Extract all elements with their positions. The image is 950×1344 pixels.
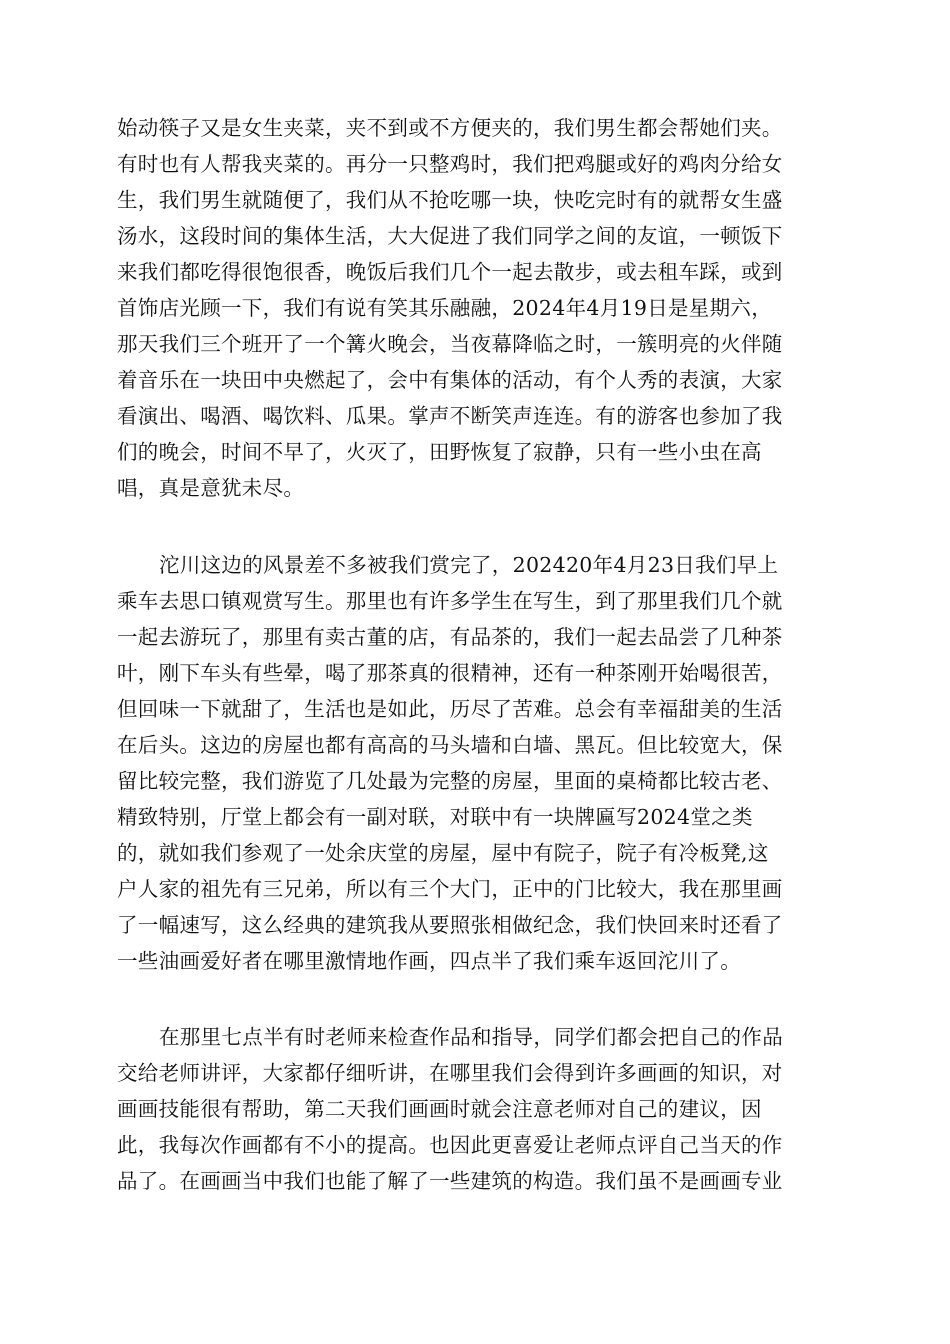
paragraph-2-line-2: 乘车去思口镇观赏写生。那里也有许多学生在写生，到了那里我们几个就 (117, 589, 783, 613)
paragraph-2-line-4: 叶，刚下车头有些晕，喝了那茶真的很精神，还有一种茶刚开始喝很苦， (117, 661, 783, 685)
paragraph-1-line-1: 始动筷子又是女生夹菜，夹不到或不方便夹的，我们男生都会帮她们夹。 (117, 116, 783, 140)
paragraph-2-line-3: 一起去游玩了，那里有卖古董的店，有品茶的，我们一起去品尝了几种茶 (117, 625, 783, 649)
paragraph-3-line-2: 交给老师讲评，大家都仔细听讲，在哪里我们会得到许多画画的知识，对 (117, 1061, 783, 1085)
paragraph-1-line-6: 首饰店光顾一下，我们有说有笑其乐融融，2024年4月19日是星期六， (117, 296, 772, 320)
paragraph-1-line-4: 汤水，这段时间的集体生活，大大促进了我们同学之间的友谊，一顿饭下 (117, 224, 783, 248)
paragraph-1-line-9: 看演出、喝酒、喝饮料、瓜果。掌声不断笑声连连。有的游客也参加了我 (117, 404, 783, 428)
paragraph-2-line-11: 了一幅速写，这么经典的建筑我从要照张相做纪念，我们快回来时还看了 (117, 913, 783, 937)
paragraph-2-line-7: 留比较完整，我们游览了几处最为完整的房屋，里面的桌椅都比较古老、 (117, 769, 783, 793)
paragraph-3-line-5: 品了。在画画当中我们也能了解了一些建筑的构造。我们虽不是画画专业 (117, 1169, 783, 1193)
paragraph-1-line-5: 来我们都吃得很饱很香，晚饭后我们几个一起去散步，或去租车踩，或到 (117, 260, 783, 284)
paragraph-3-line-4: 此，我每次作画都有不小的提高。也因此更喜爱让老师点评自己当天的作 (117, 1133, 783, 1157)
paragraph-1-line-3: 生，我们男生就随便了，我们从不抢吃哪一块，快吃完时有的就帮女生盛 (117, 188, 783, 212)
paragraph-2-line-8: 精致特别，厅堂上都会有一副对联，对联中有一块牌匾写2024堂之类 (117, 805, 753, 829)
paragraph-3-line-1: 在那里七点半有时老师来检查作品和指导，同学们都会把自己的作品 (159, 1025, 783, 1049)
paragraph-2-line-5: 但回味一下就甜了，生活也是如此，历尽了苦难。总会有幸福甜美的生活 (117, 697, 783, 721)
paragraph-2-line-12: 一些油画爱好者在哪里激情地作画，四点半了我们乘车返回沱川了。 (117, 949, 741, 973)
paragraph-1-line-10: 们的晚会，时间不早了，火灭了，田野恢复了寂静，只有一些小虫在高 (117, 440, 762, 464)
paragraph-1-line-7: 那天我们三个班开了一个篝火晚会，当夜幕降临之时，一簇明亮的火伴随 (117, 332, 783, 356)
paragraph-2-line-10: 户人家的祖先有三兄弟，所以有三个大门，正中的门比较大，我在那里画 (117, 877, 783, 901)
paragraph-2-line-9: 的，就如我们参观了一处余庆堂的房屋，屋中有院子，院子有冷板凳,这 (117, 841, 769, 865)
paragraph-1-line-11: 唱，真是意犹未尽。 (117, 476, 305, 500)
paragraph-2-line-1: 沱川这边的风景差不多被我们赏完了，202420年4月23日我们早上 (159, 553, 779, 577)
paragraph-1-line-8: 着音乐在一块田中央燃起了，会中有集体的活动，有个人秀的表演，大家 (117, 368, 783, 392)
paragraph-3-line-3: 画画技能很有帮助，第二天我们画画时就会注意老师对自己的建议，因 (117, 1097, 762, 1121)
paragraph-1-line-2: 有时也有人帮我夹菜的。再分一只整鸡时，我们把鸡腿或好的鸡肉分给女 (117, 152, 783, 176)
paragraph-2-line-6: 在后头。这边的房屋也都有高高的马头墙和白墙、黑瓦。但比较宽大，保 (117, 733, 783, 757)
